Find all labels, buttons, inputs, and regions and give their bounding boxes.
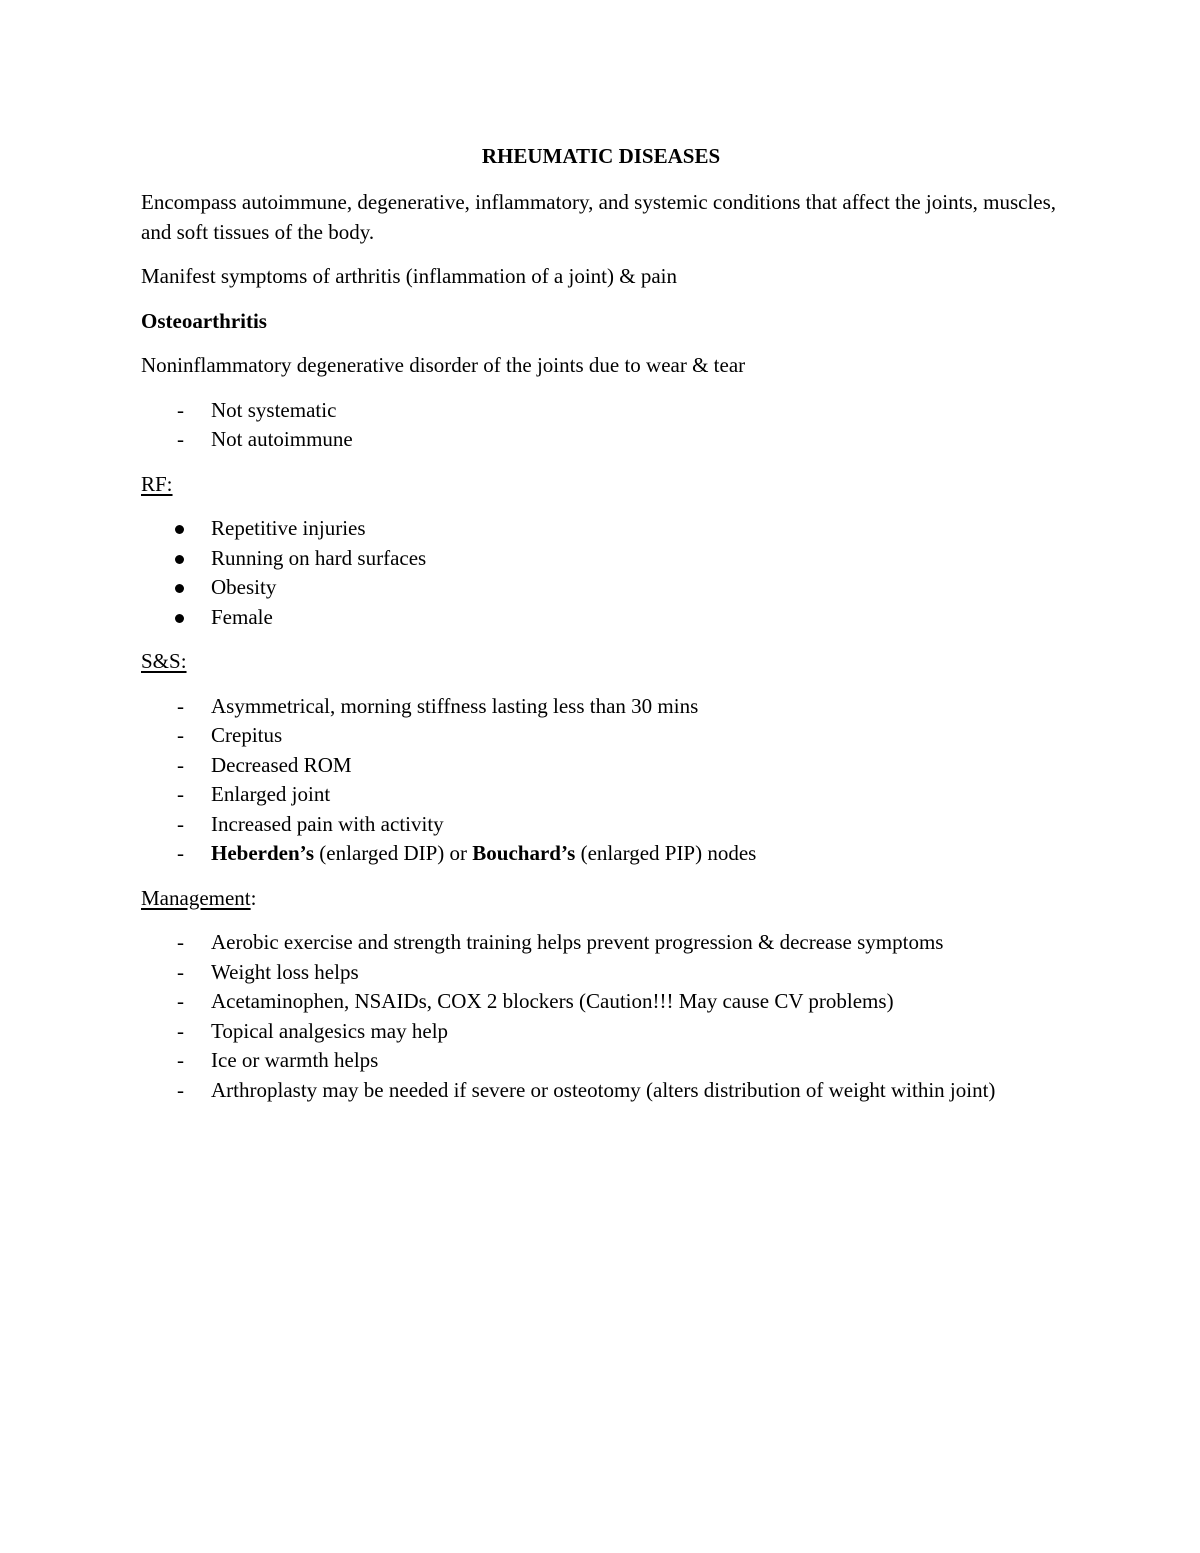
list-item-text: Obesity: [211, 575, 277, 599]
list-item: [141, 810, 1061, 840]
list-item-text: Repetitive injuries: [211, 516, 366, 540]
document-title: RHEUMATIC DISEASES: [481, 144, 721, 168]
heberden-term: Heberden’s: [211, 841, 315, 865]
list-item: [141, 544, 1061, 574]
bullet-icon: [175, 584, 184, 593]
list-item: [141, 751, 1061, 781]
osteoarthritis-definition: Noninflammatory degenerative disorder of the joints due to wear & tear: [141, 353, 746, 377]
dash-marker: -: [177, 1018, 184, 1043]
list-item: [141, 928, 1061, 958]
dash-marker: -: [177, 723, 184, 747]
list-item: [141, 1076, 1061, 1106]
dash-marker: -: [177, 427, 184, 451]
bouchard-term: Bouchard’s: [472, 841, 576, 865]
list-item-text: Enlarged joint: [211, 782, 331, 806]
dash-marker: -: [177, 811, 184, 836]
ss-heading-text: S&S:: [141, 649, 187, 673]
list-item: [141, 958, 1061, 988]
management-heading-text: Management: [141, 885, 251, 910]
list-item-text: Acetaminophen, NSAIDs, COX 2 blockers (Caution!!! May cause CV problems): [211, 989, 894, 1013]
dash-marker: -: [177, 930, 184, 954]
dash-marker: -: [177, 693, 184, 718]
osteoarthritis-heading: Osteoarthritis: [141, 308, 267, 333]
list-item-text: Asymmetrical, morning stiffness lasting less than 30 mins: [211, 693, 699, 718]
dash-marker: -: [177, 1048, 184, 1072]
pip-text: (enlarged PIP) nodes: [575, 841, 757, 865]
bullet-icon: [175, 614, 184, 623]
list-item: [141, 721, 1061, 751]
risk-factors-list: [141, 514, 1061, 632]
list-item: [141, 396, 1061, 426]
ss-heading: [141, 647, 1061, 677]
dash-marker: -: [177, 782, 184, 806]
list-item-text: Running on hard surfaces: [211, 545, 427, 570]
dash-marker: -: [177, 1077, 184, 1102]
dash-marker: -: [177, 752, 184, 777]
list-item: [141, 839, 1061, 869]
osteoarthritis-traits-list: [141, 396, 1061, 455]
list-item-text: Weight loss helps: [211, 959, 359, 984]
list-item-text: Decreased ROM: [211, 752, 352, 777]
dash-marker: -: [177, 959, 184, 984]
list-item: [141, 425, 1061, 455]
list-item-text: Female: [211, 604, 273, 629]
arthritis-paragraph: Manifest symptoms of arthritis (inflammation of a joint) & pain: [141, 264, 677, 288]
signs-symptoms-list: [141, 692, 1061, 869]
rf-heading: [141, 470, 1061, 500]
bullet-icon: [175, 525, 184, 534]
rf-heading-text: RF:: [141, 471, 173, 496]
list-item-text: Ice or warmth helps: [211, 1048, 379, 1072]
list-item-text: Topical analgesics may help: [211, 1018, 449, 1043]
list-item: [141, 1046, 1061, 1076]
list-item: [141, 692, 1061, 722]
list-item: [141, 514, 1061, 544]
list-item: [141, 573, 1061, 603]
management-heading-colon: :: [250, 885, 257, 910]
management-list: [141, 928, 1061, 1105]
list-item: [141, 780, 1061, 810]
list-item: [141, 987, 1061, 1017]
list-item-text: Arthroplasty may be needed if severe or osteotomy (alters distribution of weight within joint): [211, 1077, 996, 1102]
list-item: [141, 603, 1061, 633]
bullet-icon: [175, 555, 184, 564]
document-content: [141, 140, 1061, 1120]
list-item-text: Not systematic: [211, 397, 337, 422]
list-item-text: Crepitus: [211, 723, 283, 747]
management-heading: [141, 884, 1061, 914]
dip-text: (enlarged DIP) or: [314, 841, 473, 865]
dash-marker: -: [177, 989, 184, 1013]
dash-marker: -: [177, 397, 184, 422]
list-item: [141, 1017, 1061, 1047]
intro-paragraph: Encompass autoimmune, degenerative, inflammatory, and systemic conditions that affect the joints, muscles, and soft tissues of the body.: [141, 190, 1057, 244]
list-item-text: Increased pain with activity: [211, 811, 444, 836]
list-item-text: Aerobic exercise and strength training helps prevent progression & decrease symptoms: [211, 930, 944, 954]
list-item-text: Not autoimmune: [211, 427, 353, 451]
dash-marker: -: [177, 841, 184, 865]
